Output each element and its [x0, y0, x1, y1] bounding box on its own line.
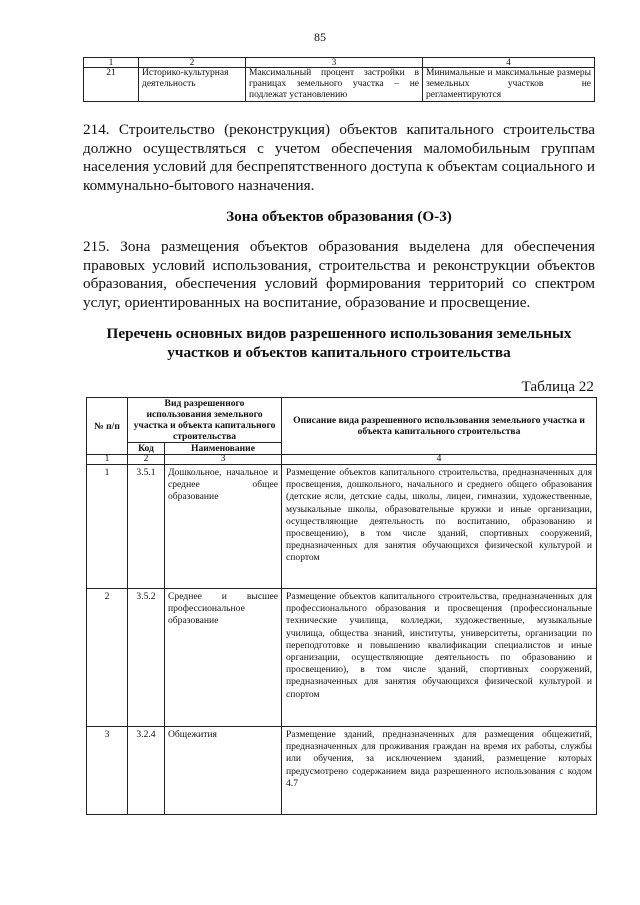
header-number: № п/п: [87, 398, 128, 455]
list-title-line-2: участков и объектов капитального строительства: [167, 344, 511, 361]
paragraph-214: 214. Строительство (реконструкция) объектов капитального строительства должно осуществляться с учетом обеспечения маломобильным группам населения условий для беспрепятственного доступа к объектам социального и коммунально-бытового назначения.: [83, 121, 595, 194]
column-number: 2: [139, 58, 246, 68]
column-number: 2: [128, 455, 165, 465]
table-row: [87, 465, 597, 589]
row-number: 21: [84, 68, 139, 102]
use-name: Дошкольное, начальное и среднее общее образование: [165, 465, 282, 589]
page-number: 85: [314, 30, 326, 44]
list-title-line-1: Перечень основных видов разрешенного использования земельных: [106, 325, 572, 342]
use-code: 3.5.2: [128, 589, 165, 727]
use-name: Историко-культурная деятельность: [139, 68, 246, 102]
column-number: 4: [282, 455, 597, 465]
use-code: 3.5.1: [128, 465, 165, 589]
use-description: Размещение объектов капитального строительства, предназначенных для профессионального образования и просвещения (профессиональные технические училища, колледжи, художественные, музыкальные училища, общества знаний, институты, университеты, организации по переподготовке и повышению квалификации специалистов и иные организации, осуществляющие деятельность по образованию и просвещению), в том числе зданий, спортивных сооружений, предназначенных для занятия обучающихся физической культурой и спортом: [282, 589, 597, 727]
use-name: Среднее и высшее профессиональное образование: [165, 589, 282, 727]
zone-title: Зона объектов образования (О-3): [226, 208, 452, 225]
header-code: Код: [128, 443, 165, 455]
use-code: 3.2.4: [128, 727, 165, 815]
permitted-uses-table: [86, 397, 597, 815]
column-numbers-row: [87, 455, 597, 465]
continuation-table-header: [84, 58, 595, 68]
column-number: 3: [165, 455, 282, 465]
table-row: [87, 589, 597, 727]
header-name: Наименование: [165, 443, 282, 455]
table-row: [84, 68, 595, 102]
table-row: [87, 727, 597, 815]
use-name: Общежития: [165, 727, 282, 815]
table-caption: Таблица 22: [521, 378, 594, 395]
column-number: 1: [84, 58, 139, 68]
building-limits: Максимальный процент застройки в границах земельного участка – не подлежат установлению: [246, 68, 423, 102]
row-number: 1: [87, 465, 128, 589]
column-number: 1: [87, 455, 128, 465]
row-number: 3: [87, 727, 128, 815]
continuation-table: [83, 57, 595, 102]
header-kind: Вид разрешенного использования земельного участка и объекта капитального строительства: [128, 398, 282, 443]
paragraph-215: 215. Зона размещения объектов образования выделена для обеспечения правовых условий использования, строительства и реконструкции объектов образования, обеспечения условий формирования территорий со спектром услуг, ориентированных на воспитание, образование и просвещение.: [83, 238, 595, 311]
column-number: 4: [423, 58, 595, 68]
table-header-row: [87, 398, 597, 443]
use-description: Размещение объектов капитального строительства, предназначенных для просвещения, дошкольного, начального и среднего общего образования (детские ясли, детские сады, школы, лицеи, гимназии, художественные, музыкальные школы, образовательные кружки и иные организации, осуществляющие деятельность по воспитанию, образованию и просвещению), в том числе зданий, спортивных сооружений, предназначенных для занятия обучающихся физической культурой и спортом: [282, 465, 597, 589]
row-number: 2: [87, 589, 128, 727]
use-description: Размещение зданий, предназначенных для размещения общежитий, предназначенных для проживания граждан на время их работы, службы или обучения, за исключением зданий, размещение которых предусмотрено содержанием вида разрешенного использования с кодом 4.7: [282, 727, 597, 815]
plot-size-limits: Минимальные и максимальные размеры земельных участков не регламентируются: [423, 68, 595, 102]
header-description: Описание вида разрешенного использования земельного участка и объекта капитального строительства: [282, 398, 597, 455]
column-number: 3: [246, 58, 423, 68]
